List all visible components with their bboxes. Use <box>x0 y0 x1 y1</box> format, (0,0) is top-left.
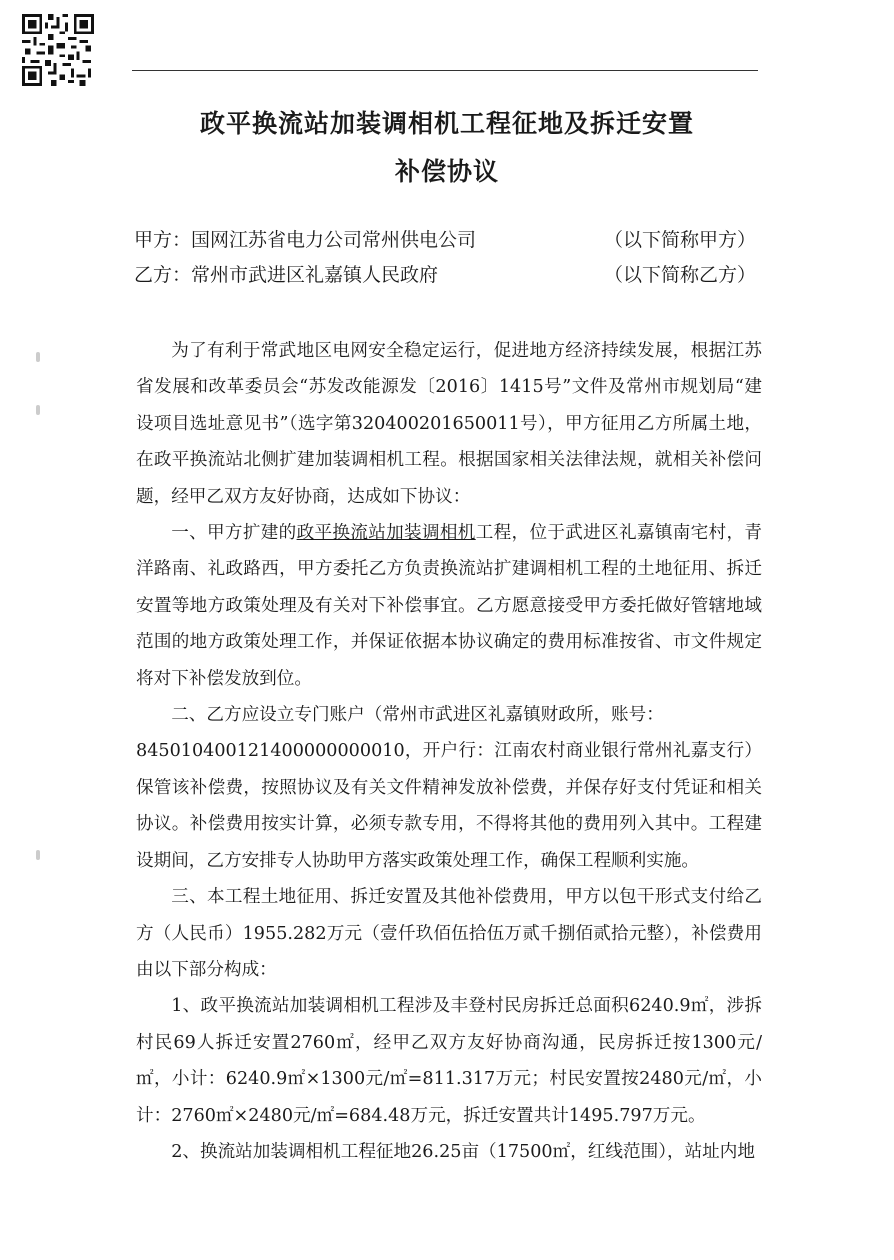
party-b-note: （以下简称乙方） <box>603 264 756 286</box>
scan-mark <box>36 405 40 415</box>
intro-paragraph: 为了有利于常武地区电网安全稳定运行，促进地方经济持续发展，根据江苏省发展和改革委员会“苏发改能源发〔2016〕1415号”文件及常州市规划局“建设项目选址意见书”（选字第320400201650011号），甲方征用乙方所属土地，在政平换流站北侧扩建加装调相机工程。根据国家相关法律法规，就相关补偿问题，经甲乙双方友好协商，达成如下协议： <box>136 341 762 507</box>
clause-3-item-1: 1、政平换流站加装调相机工程涉及丰登村民房拆迁总面积6240.9㎡，涉拆村民69人拆迁安置2760㎡，经甲乙双方友好协商沟通，民房拆迁按1300元/㎡，小计：6240.9㎡×1300元/㎡=811.317万元；村民安置按2480元/㎡，小计：2760㎡×2480元/㎡=684.48万元，拆迁安置共计1495.797万元。 <box>136 996 762 1126</box>
header-rule <box>132 70 758 71</box>
party-b-label: 乙方：常州市武进区礼嘉镇人民政府 <box>134 264 439 286</box>
qr-code-icon <box>22 14 94 86</box>
clause-2: 二、乙方应设立专门账户（常州市武进区礼嘉镇财政所，账号： <box>171 705 664 726</box>
scan-mark <box>36 352 40 362</box>
party-a-label: 甲方：国网江苏省电力公司常州供电公司 <box>134 229 477 251</box>
clause-1 <box>136 515 762 697</box>
clause-1-project-name: 政平换流站加装调相机 <box>296 523 476 544</box>
scan-mark <box>36 850 40 860</box>
clause-2-account: 845010400121400000000010，开户行：江南农村商业银行常州礼嘉支行）保管该补偿费，按照协议及有关文件精神发放补偿费，并保存好支付凭证和相关协议。补偿费用按实计算，必须专款专用，不得将其他的费用列入其中。工程建设期间，乙方安排专人协助甲方落实政策处理工作，确保工程顺利实施。 <box>136 741 762 871</box>
clause-1-rest: 工程，位于武进区礼嘉镇南宅村，青洋路南、礼政路西，甲方委托乙方负责换流站扩建调相机工程的土地征用、拆迁安置等地方政策处理及有关对下补偿事宜。乙方愿意接受甲方委托做好管辖地域范围的地方政策处理工作，并保证依据本协议确定的费用标准按省、市文件规定将对下补偿发放到位。 <box>136 523 762 689</box>
clause-3-item-2: 2、换流站加装调相机工程征地26.25亩（17500㎡，红线范围），站址内地 <box>171 1141 755 1162</box>
clause-1-start: 一、甲方扩建的 <box>171 523 297 544</box>
document-title: 政平换流站加装调相机工程征地及拆迁安置 <box>199 109 694 138</box>
clause-3: 三、本工程土地征用、拆迁安置及其他补偿费用，甲方以包干形式支付给乙方（人民币）1955.282万元（壹仟玖佰伍拾伍万贰千捌佰贰拾元整），补偿费用由以下部分构成： <box>136 887 762 980</box>
party-b-line <box>134 260 756 290</box>
document-subtitle: 补偿协议 <box>394 157 499 186</box>
party-a-note: （以下简称甲方） <box>603 229 756 251</box>
party-a-line <box>134 225 756 255</box>
agreement-body <box>136 333 762 1170</box>
